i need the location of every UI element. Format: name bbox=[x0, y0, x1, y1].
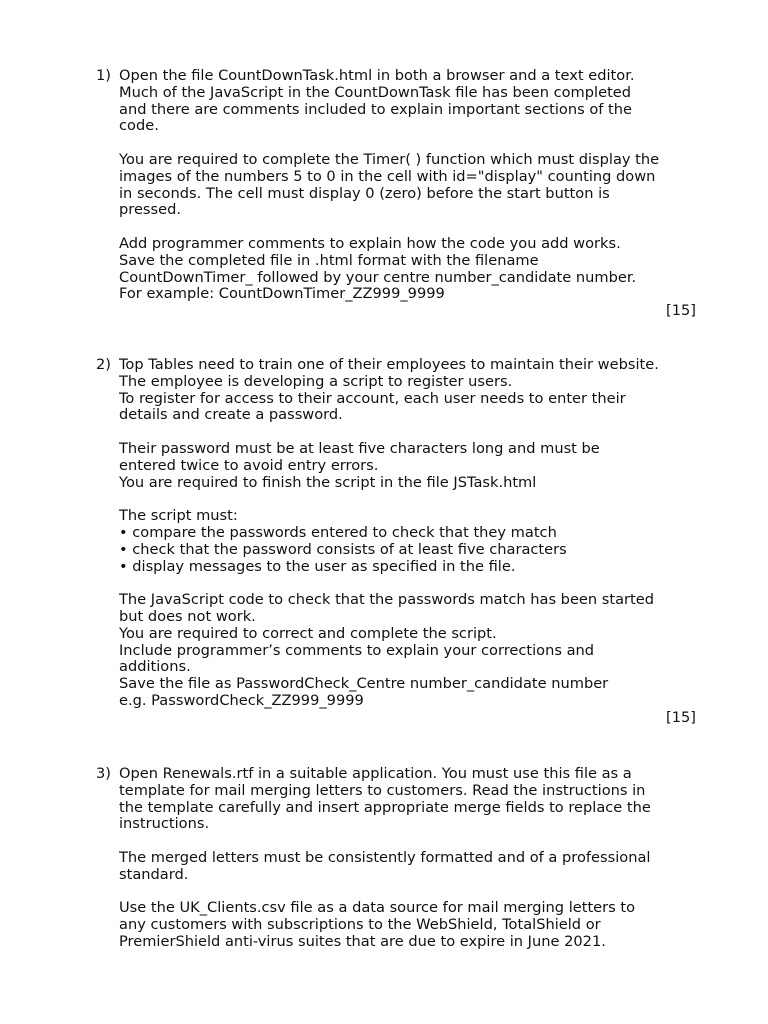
text-line: standard. bbox=[119, 865, 189, 883]
text-line: The merged letters must be consistently formatted and of a professional bbox=[119, 848, 651, 866]
bullet-item: • display messages to the user as specified in the file. bbox=[119, 557, 516, 575]
text-line: pressed. bbox=[119, 201, 182, 219]
paragraph bbox=[119, 236, 696, 303]
text-line: template for mail merging letters to customers. Read the instructions in bbox=[119, 781, 646, 799]
text-line: To register for access to their account, each user needs to enter their bbox=[119, 389, 626, 407]
question-body bbox=[119, 766, 696, 951]
text-line: e.g. PasswordCheck_ZZ999_9999 bbox=[119, 691, 364, 709]
paragraph bbox=[119, 68, 696, 135]
text-line: details and create a password. bbox=[119, 406, 343, 424]
text-line: The employee is developing a script to register users. bbox=[119, 372, 513, 390]
text-line: Save the file as PasswordCheck_Centre number_candidate number bbox=[119, 675, 609, 693]
text-line: Top Tables need to train one of their employees to maintain their website. bbox=[119, 356, 659, 373]
paragraph bbox=[119, 900, 696, 950]
text-line: You are required to correct and complete the script. bbox=[119, 624, 497, 642]
bullet-item: • compare the passwords entered to check that they match bbox=[119, 523, 557, 541]
text-line: Their password must be at least five characters long and must be bbox=[119, 439, 600, 457]
text-line: images of the numbers 5 to 0 in the cell with id="display" counting down bbox=[119, 167, 656, 185]
paragraph bbox=[119, 357, 696, 424]
text-line: CountDownTimer_ followed by your centre number_candidate number. bbox=[119, 268, 637, 286]
text-line: Open the file CountDownTask.html in both a browser and a text editor. bbox=[119, 67, 635, 84]
paragraph bbox=[119, 850, 696, 884]
paragraph bbox=[119, 152, 696, 219]
question-3 bbox=[96, 766, 696, 951]
text-line: Much of the JavaScript in the CountDownTask file has been completed bbox=[119, 83, 632, 101]
bullet-item: • check that the password consists of at least five characters bbox=[119, 540, 567, 558]
question-number: 2) bbox=[96, 356, 111, 373]
text-line: The JavaScript code to check that the passwords match has been started bbox=[119, 591, 655, 609]
text-line: Open Renewals.rtf in a suitable application. You must use this file as a bbox=[119, 765, 632, 782]
text-line: For example: CountDownTimer_ZZ999_9999 bbox=[119, 285, 445, 303]
paragraph bbox=[119, 441, 696, 491]
text-line: and there are comments included to explain important sections of the bbox=[119, 100, 632, 118]
text-line: code. bbox=[119, 117, 159, 135]
text-line: The script must: bbox=[119, 507, 238, 525]
text-line: Use the UK_Clients.csv file as a data source for mail merging letters to bbox=[119, 899, 636, 917]
text-line: but does not work. bbox=[119, 607, 256, 625]
text-line: Save the completed file in .html format with the filename bbox=[119, 251, 539, 269]
text-line: any customers with subscriptions to the WebShield, TotalShield or bbox=[119, 916, 601, 934]
text-line: You are required to complete the Timer( ) function which must display the bbox=[119, 150, 660, 168]
paragraph bbox=[119, 766, 696, 833]
text-line: instructions. bbox=[119, 815, 210, 833]
text-line: additions. bbox=[119, 658, 191, 676]
question-2 bbox=[96, 357, 696, 727]
text-line: PremierShield anti-virus suites that are due to expire in June 2021. bbox=[119, 932, 606, 950]
question-body bbox=[119, 68, 696, 320]
paragraph bbox=[119, 508, 696, 575]
question-number: 1) bbox=[96, 67, 111, 84]
question-number: 3) bbox=[96, 765, 111, 782]
text-line: You are required to finish the script in the file JSTask.html bbox=[119, 473, 537, 491]
text-line: Add programmer comments to explain how the code you add works. bbox=[119, 234, 621, 252]
paragraph bbox=[119, 592, 696, 710]
text-line: in seconds. The cell must display 0 (zero) before the start button is bbox=[119, 184, 610, 202]
question-1 bbox=[96, 68, 696, 320]
marks-label: [15] bbox=[666, 302, 696, 320]
text-line: entered twice to avoid entry errors. bbox=[119, 456, 379, 474]
text-line: Include programmer’s comments to explain your corrections and bbox=[119, 641, 595, 659]
question-body bbox=[119, 357, 696, 727]
text-line: the template carefully and insert appropriate merge fields to replace the bbox=[119, 798, 651, 816]
marks-label: [15] bbox=[666, 708, 696, 726]
